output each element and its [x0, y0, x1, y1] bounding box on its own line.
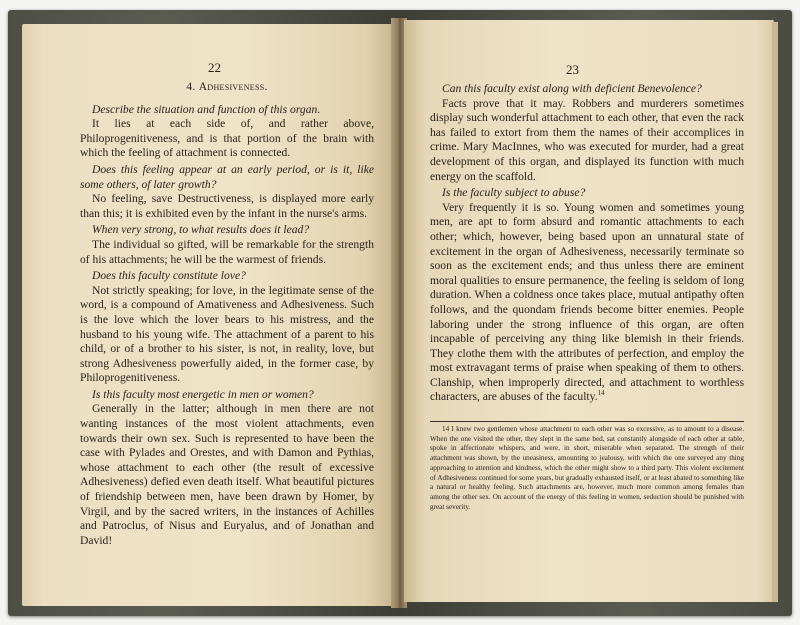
left-page	[22, 24, 394, 606]
answer: No feeling, save Destructiveness, is displayed more early than this; it is exhibited even by the infant in the nurse's arms.	[80, 192, 374, 220]
answer	[430, 201, 744, 405]
answer: Facts prove that it may. Robbers and murderers sometimes display such wonderful attachment to each other, that even the rack has failed to extort from them the names of their accomplices in crime. Mary MacInnes, who was executed for murder, had a great development of this organ, and displayed its function with much energy on the scaffold.	[430, 96, 744, 183]
answer: Generally in the latter; although in men there are not wanting instances of the most violent attachments, even towards their own sex. Such is represented to have been the case with Pylades and Orestes, and with Damon and Pythias, whose attachment to each other (the result of excessive Adhesiveness) defied even death itself. What beautiful pictures of friendship between men, have been drawn by Homer, by Virgil, and by the sacred writers, in the instances of Achilles and Patroclus, of Nisus and Euryalus, and of Jonathan and David!	[80, 402, 374, 547]
right-page-text	[430, 80, 744, 405]
answer: Not strictly speaking; for love, in the legitimate sense of the word, is a compound of Amativeness and Adhesiveness. Such is the love which the lover bears to his mistress, and the husband to his young wife. The attachment of a parent to his child, or of a brother to his sister, is not, in reality, love, but strong Adhesiveness powerfully aided, in the former case, by Philoprogenitiveness.	[80, 283, 374, 385]
question: Does this faculty constitute love?	[92, 269, 246, 283]
section-title: Adhesiveness.	[198, 81, 268, 93]
right-page	[404, 20, 774, 602]
question: Can this faculty exist along with deficient Benevolence?	[442, 82, 702, 95]
footnote-text: 14 I knew two gentlemen whose attachment to each other was so excessive, as to amount to a disease. When the one visited the other, they slept in the same bed, sat constantly alongside of each other at table, spoke in affectionate whispers, and were, in short, miserable when separated. The strength of their attachment was shown, by the uneasiness, amounting to jealousy, with which the one surveyed any thing approaching to attention and kindness, which the other might show to a third party. This violent excitement of Adhesiveness continued for some years, but gradually exhausted itself, or at least abated to something like a natural or healthy feeling. Such attachments are, however, much more common among females than among the other sex. On account of the energy of this feeling in women, seduction should be punished with great severity.	[430, 425, 744, 511]
question: Is this faculty most energetic in men or women?	[92, 387, 314, 401]
page-edges	[772, 22, 778, 602]
footnote	[430, 425, 744, 512]
footnote-marker: 14	[597, 389, 605, 398]
section-heading	[80, 80, 374, 95]
question: Is the faculty subject to abuse?	[442, 186, 586, 200]
answer-text: Very frequently it is so. Young women and sometimes young men, are apt to form absurd and romantic attachments to each other; which, however, being based upon an unnatural state of excitement in the organ of Adhesiveness, necessarily terminate so soon as the excitement ends; and thus unless there are eminent moral qualities to ensure permanence, the feeling is seldom of long duration. When a coldness once takes place, mutual antipathy often follows, and the quondam friends become bitter enemies. People laboring under the strong influence of this organ, are often incapable of perceiving any thing like blemish in their friends. They clothe them with the attributes of perfection, and employ the most extravagant terms of praise when speaking of them to others. Clanship, when improperly directed, and attachment to worthless characters, are abuses of the faculty.	[430, 200, 744, 404]
answer: It lies at each side of, and rather above, Philoprogenitiveness, and is that portion of the brain with which the feeling of attachment is connected.	[80, 117, 374, 160]
page-number: 23	[566, 62, 579, 77]
question: Describe the situation and function of this organ.	[92, 102, 321, 116]
section-number: 4.	[186, 81, 196, 93]
left-page-text	[80, 80, 374, 548]
page-number: 22	[208, 60, 221, 75]
question: Does this feeling appear at an early period, or is it, like some others, of later growth?	[80, 162, 374, 191]
question: When very strong, to what results does it lead?	[92, 223, 310, 237]
footnote-rule	[430, 421, 744, 422]
answer: The individual so gifted, will be remarkable for the strength of his attachments; he will be the warmest of friends.	[80, 237, 374, 266]
